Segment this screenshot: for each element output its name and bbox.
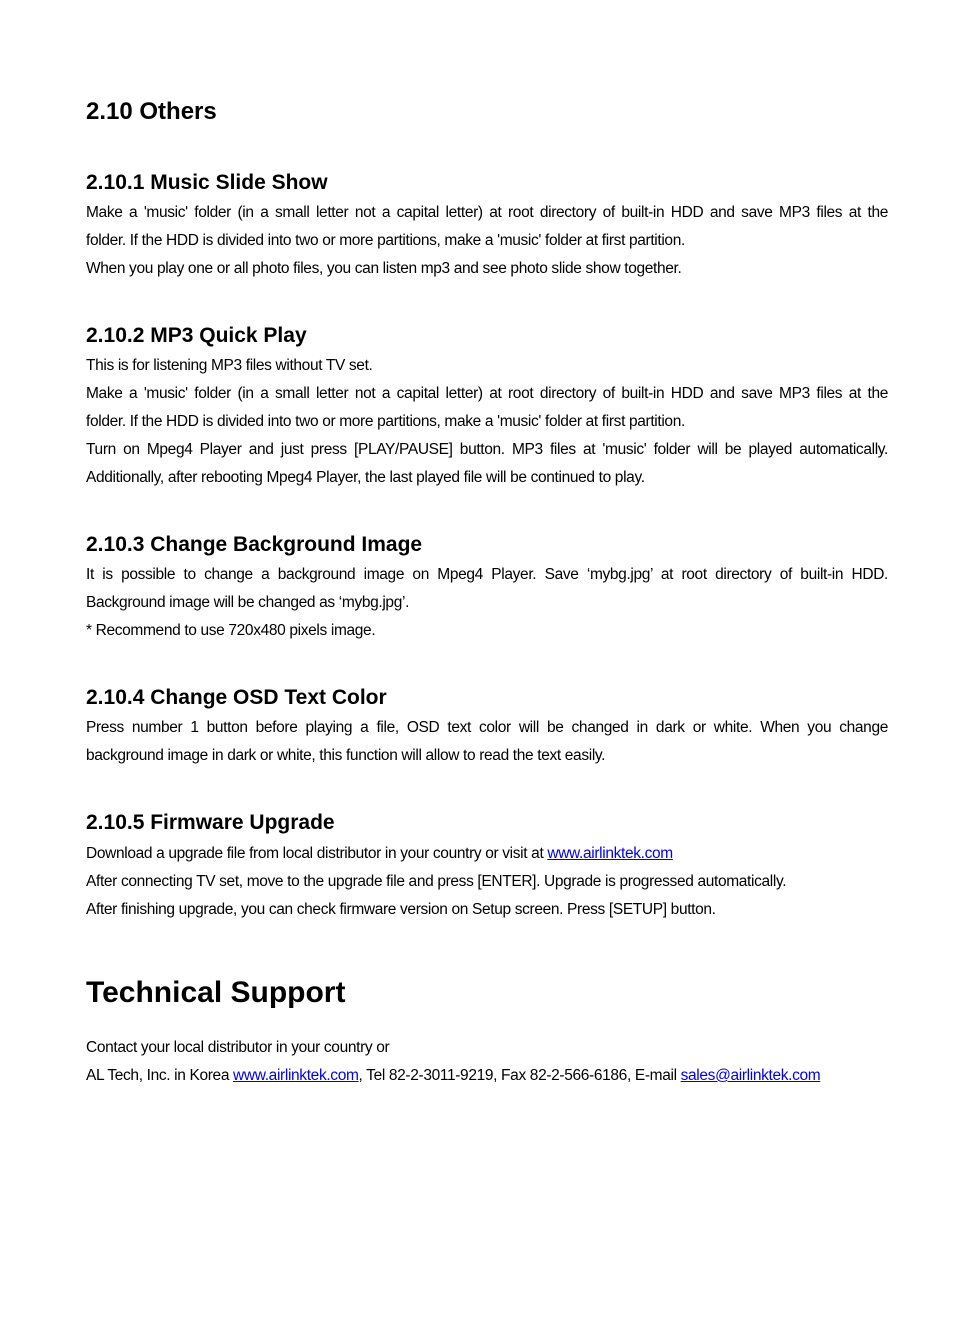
mp3-quick-paragraph xyxy=(86,352,888,492)
music-slide-paragraph xyxy=(86,199,888,283)
section-title-others: 2.10 Others xyxy=(86,98,217,125)
technical-support-title: Technical Support xyxy=(86,976,346,1009)
subsection-title-firmware-upgrade: 2.10.5 Firmware Upgrade xyxy=(86,811,335,834)
subsection-title-music-slide-show: 2.10.1 Music Slide Show xyxy=(86,171,328,194)
subsection-title-osd-text-color: 2.10.4 Change OSD Text Color xyxy=(86,686,387,709)
support-line-1: Contact your local distributor in your country or xyxy=(86,1039,390,1056)
mp3-quick-line-2: Make a 'music' folder (in a small letter not a capital letter) at root directory of built-in HDD and save MP3 files at the xyxy=(86,385,888,402)
firmware-paragraph xyxy=(86,840,888,924)
mp3-quick-line-1: This is for listening MP3 files without TV set. xyxy=(86,357,373,374)
bg-image-line-2: Background image will be changed as ‘mybg.jpg’. xyxy=(86,594,410,611)
bg-image-line-1: It is possible to change a background image on Mpeg4 Player. Save ‘mybg.jpg’ at root directory of built-in HDD. xyxy=(86,566,888,583)
support-paragraph xyxy=(86,1034,888,1090)
support-line-2-middle: , Tel 82-2-3011-9219, Fax 82-2-566-6186, E-mail xyxy=(358,1067,681,1084)
airlinktek-link-firmware[interactable]: www.airlinktek.com xyxy=(547,845,673,862)
osd-color-line-1: Press number 1 button before playing a file, OSD text color will be changed in dark or white. When you change xyxy=(86,719,888,736)
mp3-quick-line-4: Turn on Mpeg4 Player and just press [PLAY/PAUSE] button. MP3 files at 'music' folder will be played automatically. xyxy=(86,441,888,458)
firmware-line-3: After finishing upgrade, you can check firmware version on Setup screen. Press [SETUP] button. xyxy=(86,901,716,918)
osd-color-paragraph xyxy=(86,714,888,770)
music-slide-line-1: Make a 'music' folder (in a small letter not a capital letter) at root directory of built-in HDD and save MP3 files at the xyxy=(86,204,888,221)
firmware-line-2: After connecting TV set, move to the upgrade file and press [ENTER]. Upgrade is progressed automatically. xyxy=(86,873,787,890)
music-slide-line-3: When you play one or all photo files, you can listen mp3 and see photo slide show together. xyxy=(86,260,682,277)
bg-image-line-3: * Recommend to use 720x480 pixels image. xyxy=(86,622,376,639)
firmware-line-1-text: Download a upgrade file from local distributor in your country or visit at xyxy=(86,845,548,862)
firmware-line-1 xyxy=(86,840,888,868)
sales-email-link[interactable]: sales@airlinktek.com xyxy=(680,1067,821,1084)
mp3-quick-line-3: folder. If the HDD is divided into two or more partitions, make a 'music' folder at first partition. xyxy=(86,413,685,430)
support-line-2-prefix: AL Tech, Inc. in Korea xyxy=(86,1067,234,1084)
airlinktek-link-support[interactable]: www.airlinktek.com xyxy=(233,1067,359,1084)
mp3-quick-line-5: Additionally, after rebooting Mpeg4 Player, the last played file will be continued to play. xyxy=(86,469,645,486)
osd-color-line-2: background image in dark or white, this function will allow to read the text easily. xyxy=(86,747,606,764)
bg-image-paragraph xyxy=(86,561,888,645)
subsection-title-change-background: 2.10.3 Change Background Image xyxy=(86,533,423,556)
support-line-2 xyxy=(86,1062,888,1090)
music-slide-line-2: folder. If the HDD is divided into two or more partitions, make a 'music' folder at first partition. xyxy=(86,232,685,249)
subsection-title-mp3-quick-play: 2.10.2 MP3 Quick Play xyxy=(86,324,307,347)
